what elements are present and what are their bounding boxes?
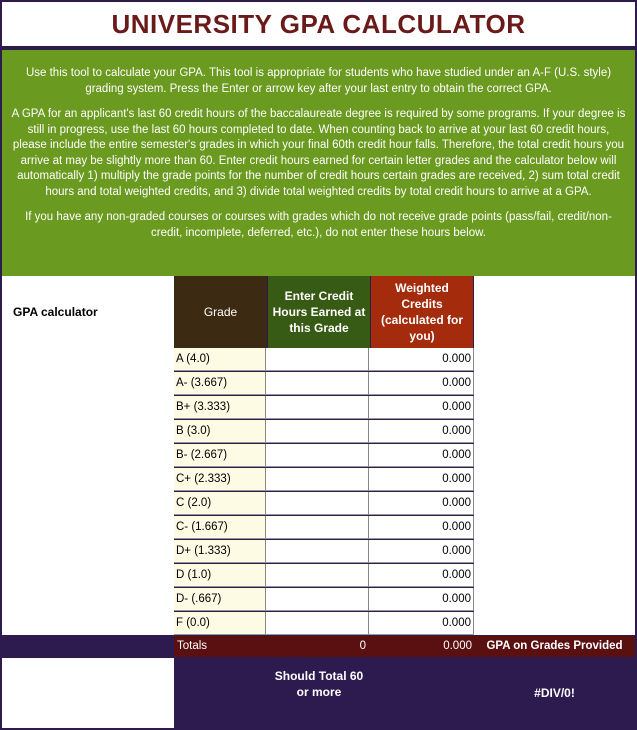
credit-hours-input[interactable] bbox=[266, 540, 369, 563]
grade-cell: D+ (1.333) bbox=[174, 540, 266, 563]
credit-hours-input[interactable] bbox=[266, 348, 369, 371]
weighted-credits-column-header: Weighted Credits (calculated for you) bbox=[371, 276, 473, 348]
instructions-paragraph-3: If you have any non-graded courses or courses with grades which do not receive grade points (pass/fail, credit/non-credit, incomplete, deferred, etc.), do not enter these hours below. bbox=[25, 211, 612, 239]
total-weighted-credits: 0.000 bbox=[443, 640, 472, 652]
right-panel bbox=[474, 276, 635, 635]
weighted-credit-cell: 0.000 bbox=[369, 444, 474, 467]
credit-hours-input[interactable] bbox=[266, 516, 369, 539]
grade-cell: B+ (3.333) bbox=[174, 396, 266, 419]
weighted-credit-cell: 0.000 bbox=[369, 348, 474, 371]
grade-cell: C (2.0) bbox=[174, 492, 266, 515]
weighted-credit-cell: 0.000 bbox=[369, 588, 474, 611]
credit-hours-input[interactable] bbox=[266, 420, 369, 443]
table-row bbox=[174, 468, 474, 491]
credit-hours-input[interactable] bbox=[266, 468, 369, 491]
table-row bbox=[174, 612, 474, 635]
table-row bbox=[174, 516, 474, 539]
table-row bbox=[174, 444, 474, 467]
gpa-result: #DIV/0! bbox=[474, 658, 635, 728]
table-row bbox=[174, 420, 474, 443]
totals-row bbox=[174, 636, 635, 657]
grade-cell: B- (2.667) bbox=[174, 444, 266, 467]
table-row bbox=[174, 540, 474, 563]
table-row bbox=[174, 492, 474, 515]
grade-cell: C+ (2.333) bbox=[174, 468, 266, 491]
footer-row bbox=[174, 658, 635, 728]
weighted-credit-cell: 0.000 bbox=[369, 564, 474, 587]
weighted-credit-cell: 0.000 bbox=[369, 516, 474, 539]
credit-hours-column-header: Enter Credit Hours Earned at this Grade bbox=[268, 276, 370, 348]
grade-cell: A (4.0) bbox=[174, 348, 266, 371]
left-panel bbox=[2, 276, 174, 635]
page-title: UNIVERSITY GPA CALCULATOR bbox=[2, 2, 635, 46]
weighted-credit-cell: 0.000 bbox=[369, 420, 474, 443]
instructions-paragraph-1: Use this tool to calculate your GPA. This tool is appropriate for students who have studied under an A-F (U.S. style) grading system. Press the Enter or arrow key after your last entry to obtain the correct GPA. bbox=[25, 67, 612, 95]
table-row bbox=[174, 396, 474, 419]
total-credit-hours: 0 bbox=[359, 640, 366, 652]
credit-hours-input[interactable] bbox=[266, 396, 369, 419]
footer-blank-cell bbox=[370, 658, 474, 728]
table-row bbox=[174, 588, 474, 611]
grade-cell: A- (3.667) bbox=[174, 372, 266, 395]
gpa-calculator-label: GPA calculator bbox=[13, 305, 98, 319]
credit-hours-input[interactable] bbox=[266, 444, 369, 467]
table-row bbox=[174, 372, 474, 395]
grade-cell: F (0.0) bbox=[174, 612, 266, 635]
table-row bbox=[174, 348, 474, 371]
weighted-credit-cell: 0.000 bbox=[369, 396, 474, 419]
credit-hours-input[interactable] bbox=[266, 372, 369, 395]
weighted-credit-cell: 0.000 bbox=[369, 372, 474, 395]
table-row bbox=[174, 564, 474, 587]
grade-table bbox=[174, 348, 474, 636]
grade-cell: C- (1.667) bbox=[174, 516, 266, 539]
weighted-credit-cell: 0.000 bbox=[369, 468, 474, 491]
gpa-label: GPA on Grades Provided bbox=[486, 640, 623, 652]
should-total-note: Should Total 60 or more bbox=[268, 658, 370, 728]
totals-label: Totals bbox=[177, 640, 208, 652]
grade-cell: D (1.0) bbox=[174, 564, 266, 587]
instructions-paragraph-2: A GPA for an applicant's last 60 credit hours of the baccalaureate degree is required by some programs. If your degree is still in progress, use the last 60 hours completed to date. When counting back to arrive at your last 60 credit hours, please include the entire semester's grades in which your final 60th credit hour falls. Therefore, the total credit hours you arrive at may be slightly more than 60. Enter credit hours earned for certain letter grades and the calculator below will automatically 1) multiply the grade points for the number of credit hours certain grades are received, 2) sum total credit hours and total weighted credits, and 3) divide total weighted credits by total credit hours to arrive at a GPA. bbox=[11, 108, 626, 198]
credit-hours-input[interactable] bbox=[266, 612, 369, 635]
grade-cell: D- (.667) bbox=[174, 588, 266, 611]
instructions-panel bbox=[2, 50, 635, 276]
credit-hours-input[interactable] bbox=[266, 492, 369, 515]
weighted-credit-cell: 0.000 bbox=[369, 540, 474, 563]
grade-cell: B (3.0) bbox=[174, 420, 266, 443]
weighted-credit-cell: 0.000 bbox=[369, 612, 474, 635]
weighted-credit-cell: 0.000 bbox=[369, 492, 474, 515]
footer-blank-cell bbox=[174, 658, 268, 728]
credit-hours-input[interactable] bbox=[266, 564, 369, 587]
credit-hours-input[interactable] bbox=[266, 588, 369, 611]
left-bottom-panel bbox=[2, 658, 174, 728]
grade-column-header: Grade bbox=[174, 276, 267, 348]
